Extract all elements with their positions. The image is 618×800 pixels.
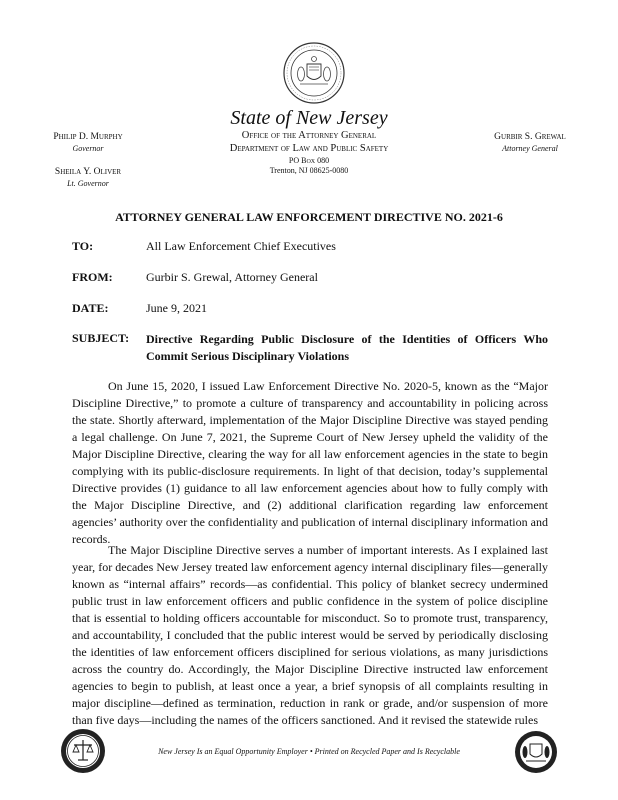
state-name-heading: State of New Jersey: [230, 107, 388, 129]
body-paragraph-1: On June 15, 2020, I issued Law Enforcement Directive No. 2020-5, known as the “Major Discipline Directive,” to promote a culture of transparency and accountability in policing across the state. Shortly afterward, implementation of the Major Discipline Directive was stayed pending a legal challenge. On June 7, 2021, the Supreme Court of New Jersey upheld the validity of the Major Discipline Directive, clearing the way for all law enforcement agencies in the state to begin complying with its public-disclosure requirements. In light of that decision, today’s supplemental Directive provides (1) guidance to all law enforcement agencies about how to fully comply with the Major Discipline Directive, and (2) additional clarification regarding law enforcement agencies’ authority over the confidentiality and publication of internal disciplinary information and records.: [72, 379, 548, 546]
attorney-general-title: Attorney General: [502, 144, 558, 153]
department-name: Department of Law and Public Safety: [229, 143, 389, 154]
attorney-general-name: Gurbir S. Grewal: [494, 132, 566, 142]
to-label: TO:: [72, 239, 94, 253]
footer-statement: New Jersey Is an Equal Opportunity Employer • Printed on Recycled Paper and Is Recyclable: [158, 747, 460, 756]
date-value: June 9, 2021: [146, 301, 207, 315]
city-address: Trenton, NJ 08625-0080: [269, 166, 349, 175]
state-seal-small-icon: [514, 730, 558, 774]
from-label: FROM:: [72, 270, 113, 284]
state-seal-icon: [283, 42, 345, 104]
subject-label: SUBJECT:: [72, 331, 130, 345]
governor-title: Governor: [72, 144, 104, 153]
to-value: All Law Enforcement Chief Executives: [146, 239, 336, 253]
date-label: DATE:: [72, 301, 109, 315]
lt-governor-title: Lt. Governor: [67, 179, 109, 188]
office-name: Office of the Attorney General: [241, 130, 377, 141]
from-value: Gurbir S. Grewal, Attorney General: [146, 270, 318, 284]
subject-value: Directive Regarding Public Disclosure of the Identities of Officers Who Commit Serious Disciplinary Violations: [146, 332, 548, 363]
lt-governor-name: Sheila Y. Oliver: [54, 167, 122, 177]
document-title: ATTORNEY GENERAL LAW ENFORCEMENT DIRECTIVE NO. 2021-6: [115, 210, 503, 224]
body-paragraph-2: The Major Discipline Directive serves a number of important interests. As I explained last year, for decades New Jersey treated law enforcement agency internal disciplinary files—generally known as “internal affairs” records—as confidential. This policy of blanket secrecy undermined public trust in law enforcement officers and public confidence in the system of police discipline that is essential to holding officers accountable for misconduct. So to promote trust, transparency, and accountability, I concluded that the public interest would be served by periodically disclosing the identities of law enforcement officers disciplined for serious violations, as many jurisdictions across the country do. Accordingly, the Major Discipline Directive instructed law enforcement agencies to begin to publish, at least once a year, a brief synopsis of all complaints resulting in major discipline—defined as termination, reduction in rank or grade, and/or suspension of more than five days—including the names of the officers sanctioned. And it revised the statewide rules: [72, 543, 548, 727]
po-box: PO Box 080: [288, 156, 330, 165]
governor-name: Philip D. Murphy: [53, 132, 123, 142]
